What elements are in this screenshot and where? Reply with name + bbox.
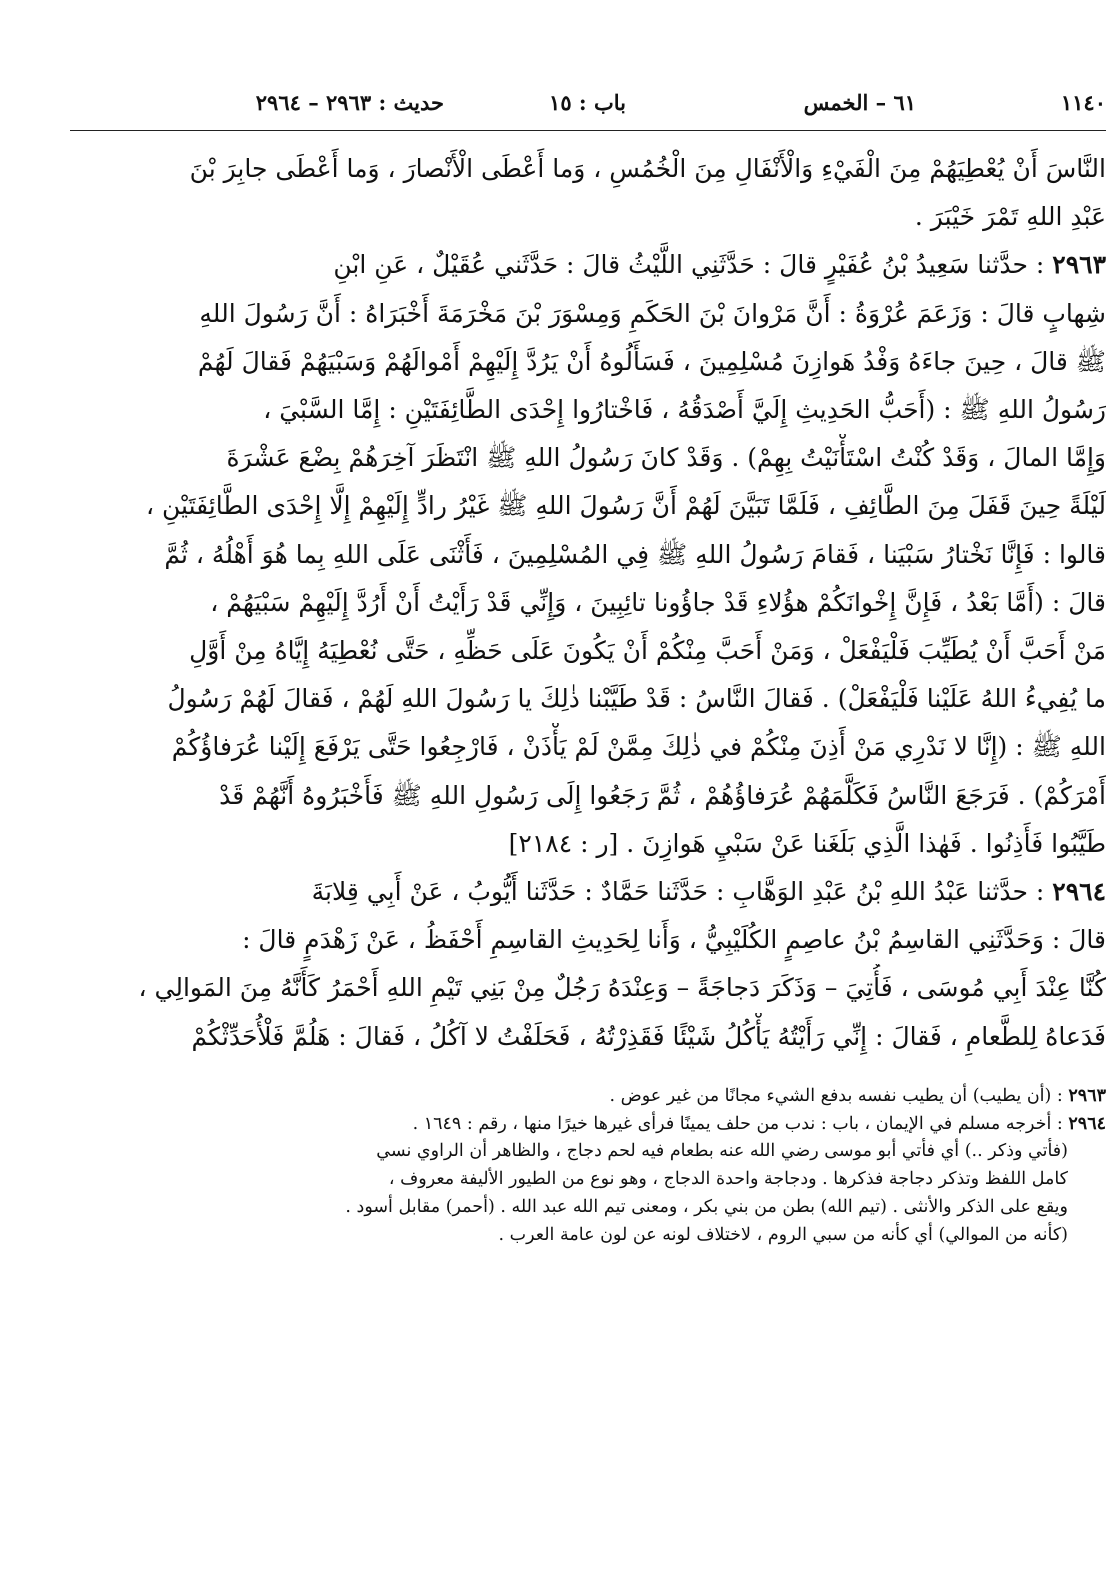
footnote-text: : (أن يطيب) أن يطيب نفسه بدفع الشيء مجانًا من غير عوض . — [609, 1085, 1069, 1106]
footnote — [70, 1111, 1106, 1139]
text-line: مَنْ أَحَبَّ أَنْ يُطَيِّبَ فَلْيَفْعَلْ ، وَمَنْ أَحَبَّ مِنْكُمْ أَنْ يَكُونَ عَلَى حَظِّهِ ، حَتَّى نُعْطِيَهُ إِيَّاهُ مِنْ أَوَّلِ — [189, 636, 1106, 666]
text-line: قالَ : وَحَدَّثَنِي القاسِمُ بْنُ عاصِمٍ الكُلَيْبِيُّ ، وَأَنا لِحَدِيثِ القاسِمِ أَحْفَظُ ، عَنْ زَهْدَمٍ قالَ : — [242, 925, 1106, 955]
footnote-text: ويقع على الذكر والأنثى . (تيم الله) بطن من بني بكر ، ومعنى تيم الله عبد الله . (أحمر) مقابل أسود . — [345, 1197, 1068, 1218]
text-line: طَيَّبُوا فَأَذِنُوا . فَهٰذا الَّذِي بَلَغَنا عَنْ سَبْيِ هَوازِنَ . [ر : ٢١٨٤] — [508, 828, 1106, 858]
footnote-number: ٢٩٦٣ — [1068, 1085, 1106, 1106]
text-line: لَيْلَةً حِينَ قَفَلَ مِنَ الطَّائِفِ ، فَلَمَّا تَبَيَّنَ لَهُمْ أَنَّ رَسُولَ اللهِ ﷺ غَيْرُ رادٍّ إِلَيْهِمْ إِلَّا إِحْدَى الطَّائِفَتَيْنِ ، — [145, 491, 1106, 521]
text-line: فَدَعاهُ لِلطَّعامِ ، فَقالَ : إِنِّي رَأَيْتُهُ يَأْكُلُ شَيْئًا فَقَذِرْتُهُ ، فَحَلَفْتُ لا آكُلُ ، فَقالَ : هَلُمَّ فَلْأُحَدِّثْكُمْ — [191, 1021, 1106, 1051]
hadith-text: : حدَّثنا سَعِيدُ بْنُ عُفَيْرٍ قالَ : حَدَّثَنِي اللَّيْثُ قالَ : حَدَّثَني عُقَيْلٌ ، عَنِ ابْنِ — [333, 250, 1053, 280]
running-header — [70, 84, 1106, 130]
text-line: كُنَّا عِنْدَ أَبِي مُوسَى ، فَأُتِيَ – وَذَكَرَ دَجاجَةً – وَعِنْدَهُ رَجُلٌ مِنْ بَنِي تَيْمِ اللهِ أَحْمَرُ كَأَنَّهُ مِنَ المَوالِي ، — [138, 973, 1106, 1003]
hadith-2963-opening — [70, 241, 1106, 289]
footnote-text: (كأنه من الموالي) أي كأنه من سبي الروم ، لاختلاف لونه عن لون عامة العرب . — [498, 1224, 1068, 1245]
chapter-number: باب : ١٥ — [549, 90, 626, 115]
footnote — [70, 1083, 1106, 1111]
main-text — [70, 145, 1106, 1061]
text-line: وَإِمَّا المالَ ، وَقَدْ كُنْتُ اسْتَأْنَيْتُ بِهِمْ) . وَقَدْ كانَ رَسُولُ اللهِ ﷺ انْتَظَرَ آخِرَهُمْ بِضْعَ عَشْرَةَ — [226, 443, 1106, 473]
text-line: رَسُولُ اللهِ ﷺ : (أَحَبُّ الحَدِيثِ إِلَيَّ أَصْدَقُهُ ، فَاخْتارُوا إِحْدَى الطَّائِفَتَيْنِ : إِمَّا السَّبْيَ ، — [263, 395, 1106, 425]
text-line: قالوا : فَإِنَّا نَخْتارُ سَبْيَنا ، فَقامَ رَسُولُ اللهِ ﷺ فِي المُسْلِمِينَ ، فَأَثْنَى عَلَى اللهِ بِما هُوَ أَهْلُهُ ، ثُمَّ — [164, 539, 1106, 569]
book-page — [70, 84, 1106, 1564]
footnotes — [70, 1083, 1106, 1250]
text-line: ﷺ قالَ ، حِينَ جاءَهُ وَفْدُ هَوازِنَ مُسْلِمِينَ ، فَسَأَلُوهُ أَنْ يَرُدَّ إِلَيْهِمْ أَمْوالَهُمْ وَسَبْيَهُمْ فَقالَ لَهُمْ — [197, 346, 1106, 376]
book-title: ٦١ – الخمس — [803, 90, 916, 115]
text-line: عَبْدِ اللهِ تَمْرَ خَيْبَرَ . — [914, 202, 1106, 232]
text-line: شِهابٍ قالَ : وَزَعَمَ عُرْوَةُ : أَنَّ مَرْوانَ بْنَ الحَكَمِ وَمِسْوَرَ بْنَ مَخْرَمَةَ أَخْبَرَاهُ : أَنَّ رَسُولَ اللهِ — [199, 298, 1106, 328]
hadith-text: : حدَّثنا عَبْدُ اللهِ بْنُ عَبْدِ الوَهَّابِ : حَدَّثَنا حَمَّادٌ : حَدَّثَنا أَيُّوبُ ، عَنْ أَبِي قِلابَةَ — [311, 877, 1053, 907]
header-divider — [70, 130, 1106, 131]
hadith-2964-opening — [70, 868, 1106, 916]
footnote-number: ٢٩٦٤ — [1068, 1113, 1106, 1134]
footnote-text: (فأتي وذكر ..) أي فأتي أبو موسى رضي الله عنه بطعام فيه لحم دجاج ، والظاهر أن الراوي نسي — [376, 1141, 1068, 1162]
text-line: قالَ : (أَمَّا بَعْدُ ، فَإِنَّ إِخْوانَكُمْ هؤُلاءِ قَدْ جاؤُونا تائِبِينَ ، وَإِنِّي قَدْ رَأَيْتُ أَنْ أَرُدَّ إِلَيْهِمْ سَبْيَهُمْ ، — [210, 587, 1106, 617]
text-line: اللهِ ﷺ : (إِنَّا لا نَدْرِي مَنْ أَذِنَ مِنْكُمْ في ذٰلِكَ مِمَّنْ لَمْ يَأْذَنْ ، فَارْجِعُوا حَتَّى يَرْفَعَ إِلَيْنا عُرَفاؤُكُمْ — [171, 732, 1106, 762]
footnote-text: : أخرجه مسلم في الإيمان ، باب : ندب من حلف يمينًا فرأى غيرها خيرًا منها ، رقم : ١٦٤٩ . — [412, 1113, 1069, 1134]
text-line: أَمْرَكُمْ) . فَرَجَعَ النَّاسُ فَكَلَّمَهُمْ عُرَفاؤُهُمْ ، ثُمَّ رَجَعُوا إِلَى رَسُولِ اللهِ ﷺ فَأَخْبَرُوهُ أَنَّهُمْ قَدْ — [219, 780, 1106, 810]
hadith-number: ٢٩٦٤ — [1052, 877, 1106, 907]
hadith-range: حديث : ٢٩٦٣ – ٢٩٦٤ — [255, 90, 444, 115]
text-line: ما يُفِيءُ اللهُ عَلَيْنا فَلْيَفْعَلْ) . فَقالَ النَّاسُ : قَدْ طَيَّبْنا ذٰلِكَ يا رَسُولَ اللهِ لَهُمْ ، فَقالَ لَهُمْ رَسُولُ — [167, 684, 1106, 714]
footnote-text: كامل اللفظ وتذكر دجاجة فذكرها . ودجاجة واحدة الدجاج ، وهو نوع من الطيور الأليفة معروف ، — [388, 1169, 1068, 1190]
hadith-number: ٢٩٦٣ — [1052, 250, 1106, 280]
page-number: ١١٤٠ — [1060, 90, 1106, 115]
text-line: النَّاسَ أَنْ يُعْطِيَهُمْ مِنَ الْفَيْءِ وَالْأَنْفَالِ مِنَ الْخُمُسِ ، وَما أَعْطَى الْأَنْصارَ ، وَما أَعْطَى جابِرَ بْنَ — [189, 154, 1106, 183]
